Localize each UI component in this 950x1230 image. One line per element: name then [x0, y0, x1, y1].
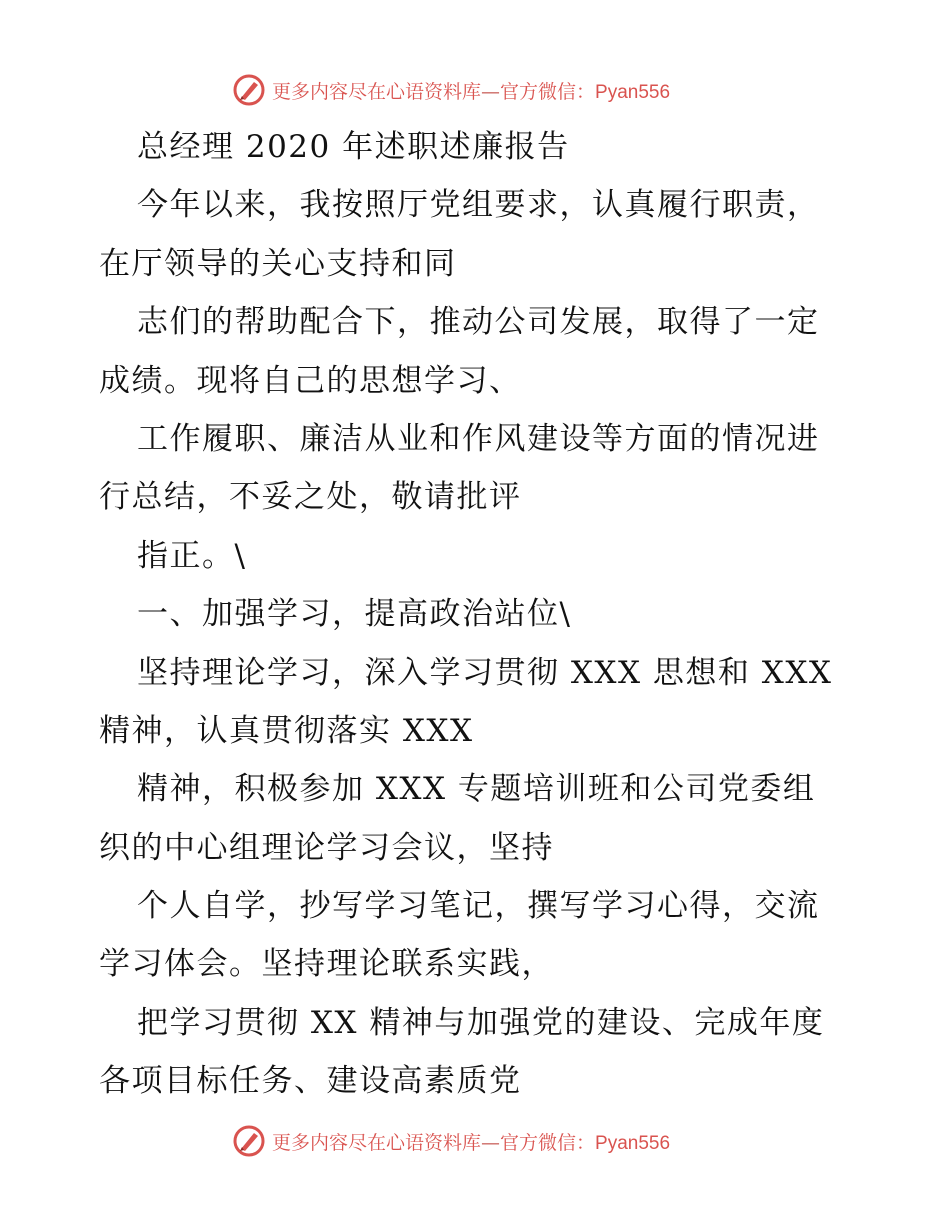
text-line: 成绩。现将自己的思想学习、	[99, 362, 522, 399]
text-line: 行总结，不妥之处，敬请批评	[99, 479, 522, 516]
document-body	[99, 118, 859, 1111]
quill-pen-circle-icon	[232, 73, 266, 107]
text-line: 织的中心组理论学习会议，坚持	[99, 829, 554, 866]
text-line: 坚持理论学习，深入学习贯彻 XXX 思想和 XXX	[137, 654, 833, 691]
text-line: 各项目标任务、建设高素质党	[99, 1063, 522, 1100]
text-line: 把学习贯彻 XX 精神与加强党的建设、完成年度	[137, 1004, 825, 1041]
text-line: 精神，认真贯彻落实 XXX	[99, 712, 474, 749]
footer-watermark-banner	[232, 1124, 732, 1158]
document-title: 总经理 2020 年述职述廉报告	[137, 129, 570, 165]
text-line: 学习体会。坚持理论联系实践，	[99, 946, 554, 983]
quill-pen-circle-icon	[232, 1124, 266, 1158]
section-heading: 一、加强学习，提高政治站位\	[137, 596, 572, 633]
watermark-text: 更多内容尽在心语资料库—官方微信：Pyan556	[272, 1131, 671, 1154]
text-line: 指正。\	[137, 537, 247, 574]
text-line: 志们的帮助配合下，推动公司发展，取得了一定	[137, 304, 820, 341]
text-line: 今年以来，我按照厅党组要求，认真履行职责，	[137, 187, 820, 224]
text-line: 精神，积极参加 XXX 专题培训班和公司党委组	[137, 771, 816, 808]
text-line: 个人自学，抄写学习笔记，撰写学习心得，交流	[137, 888, 820, 925]
text-line: 在厅领导的关心支持和同	[99, 245, 457, 282]
watermark-text: 更多内容尽在心语资料库—官方微信：Pyan556	[272, 80, 671, 103]
header-watermark-banner	[232, 73, 732, 107]
text-line: 工作履职、廉洁从业和作风建设等方面的情况进	[137, 420, 820, 457]
